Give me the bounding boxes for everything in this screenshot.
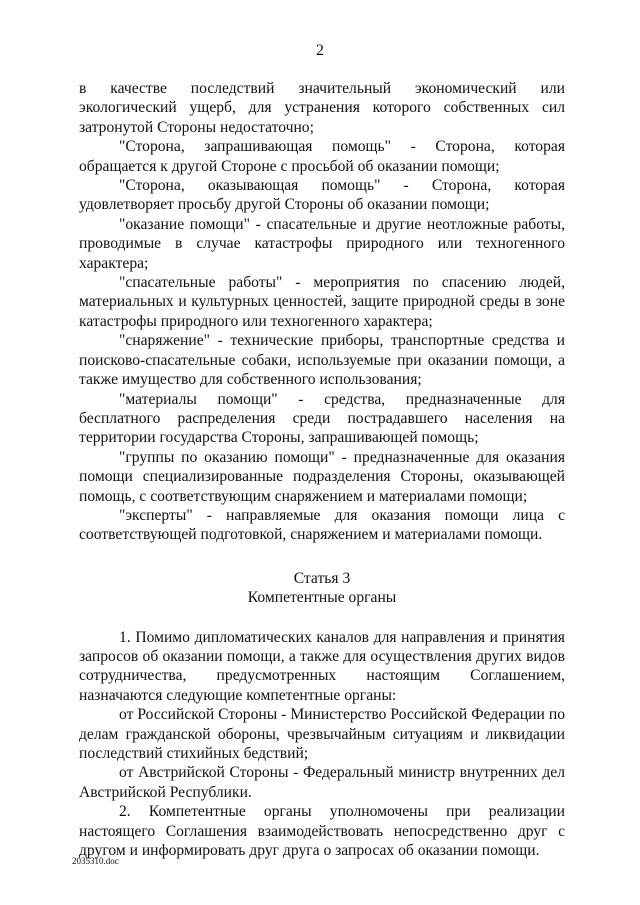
definition-paragraph: "Сторона, запрашивающая помощь" - Сторона, которая обращается к другой Стороне с просьбой об оказании помощи; <box>79 138 565 175</box>
definition-paragraph: "эксперты" - направляемые для оказания помощи лица с соответствующей подготовкой, снаряжением и материалами помощи. <box>79 506 565 544</box>
clause-paragraph: от Российской Стороны - Министерство Российской Федерации по делам гражданской обороны, чрезвычайным ситуациям и ликвидации последствий стихийных бедствий; <box>79 706 565 762</box>
article-number: Статья 3 <box>293 569 351 587</box>
definition-paragraph: "спасательные работы" - мероприятия по спасению людей, материальных и культурных ценностей, защите природной среды в зоне катастрофы природного или техногенного характера; <box>79 274 565 330</box>
clause-paragraph: 1. Помимо дипломатических каналов для направления и принятия запросов об оказании помощи, а также для осуществления других видов сотрудничества, предусмотренных настоящим Соглашением, назначаются следующие компетентные органы: <box>79 628 565 704</box>
file-name-footer: 2035310.doc <box>72 856 119 866</box>
clause-paragraph: 2. Компетентные органы уполномочены при реализации настоящего Соглашения взаимодействовать непосредственно друг с другом и информировать друг друга о запросах об оказании помощи. <box>79 803 565 860</box>
page-number: 2 <box>316 42 324 59</box>
definition-paragraph: "оказание помощи" - спасательные и другие неотложные работы, проводимые в случае катастрофы природного или техногенного характера; <box>79 215 565 272</box>
definition-paragraph: "группы по оказанию помощи" - предназначенные для оказания помощи специализированные подразделения Стороны, оказывающей помощь, с соответствующим снаряжением и материалами помощи; <box>79 448 565 505</box>
definition-paragraph: "снаряжение" - технические приборы, транспортные средства и поисково-спасательные собаки, используемые при оказании помощи, а также имущество для собственного использования; <box>79 332 565 389</box>
article-title: Компетентные органы <box>247 589 397 607</box>
paragraph: в качестве последствий значительный экономический или экологический ущерб, для устранения которого собственных сил затронутой Стороны недостаточно; <box>79 80 565 136</box>
definition-paragraph: "Сторона, оказывающая помощь" - Сторона, которая удовлетворяет просьбу другой Стороны об оказании помощи; <box>79 177 565 214</box>
document-body <box>79 79 565 860</box>
clause-paragraph: от Австрийской Стороны - Федеральный министр внутренних дел Австрийской Республики. <box>79 764 565 801</box>
definition-paragraph: "материалы помощи" - средства, предназначенные для бесплатного распределения среди пострадавшего населения на территории государства Стороны, запрашивающей помощь; <box>79 390 565 447</box>
